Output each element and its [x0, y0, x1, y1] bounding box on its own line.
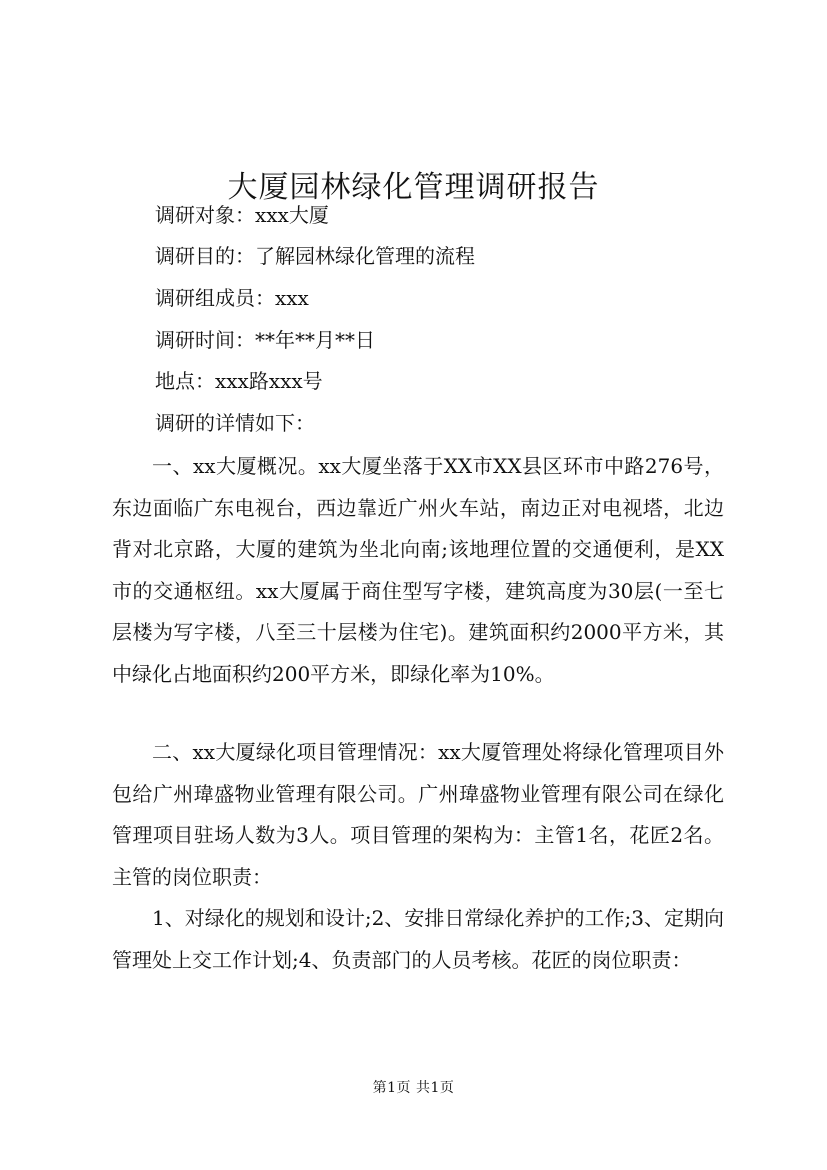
meta-research-time: 调研时间：**年**月**日: [155, 328, 375, 352]
meta-research-object: 调研对象：xxx大厦: [155, 203, 329, 227]
page-footer: 第1页 共1页: [372, 1080, 455, 1096]
meta-research-purpose: 调研目的：了解园林绿化管理的流程: [155, 244, 475, 268]
meta-research-members: 调研组成员：xxx: [155, 286, 309, 310]
paragraph-building-overview: 一、xx大厦概况。xx大厦坐落于XX市XX县区环市中路276号，东边面临广东电视台，西边靠近广州火车站，南边正对电视塔，北边背对北京路，大厦的建筑为坐北向南;该地理位置的交通便利，是XX市的交通枢纽。xx大厦属于商住型写字楼，建筑高度为30层(一至七层楼为写字楼，八至三十层楼为住宅)。建筑面积约2000平方米，其中绿化占地面积约200平方米，即绿化率为10%。: [112, 454, 724, 686]
document-title: 大厦园林绿化管理调研报告: [227, 170, 600, 206]
meta-location: 地点：xxx路xxx号: [155, 369, 323, 393]
meta-details-intro: 调研的详情如下：: [155, 411, 315, 435]
paragraph-greening-management: 二、xx大厦绿化项目管理情况：xx大厦管理处将绿化管理项目外包给广州瑋盛物业管理有限公司。广州瑋盛物业管理有限公司在绿化管理项目驻场人数为3人。项目管理的架构为：主管1名，花匠2名。主管的岗位职责：: [112, 740, 724, 889]
paragraph-supervisor-duties: 1、对绿化的规划和设计;2、安排日常绿化养护的工作;3、定期向管理处上交工作计划;4、负责部门的人员考核。花匠的岗位职责：: [112, 906, 724, 972]
